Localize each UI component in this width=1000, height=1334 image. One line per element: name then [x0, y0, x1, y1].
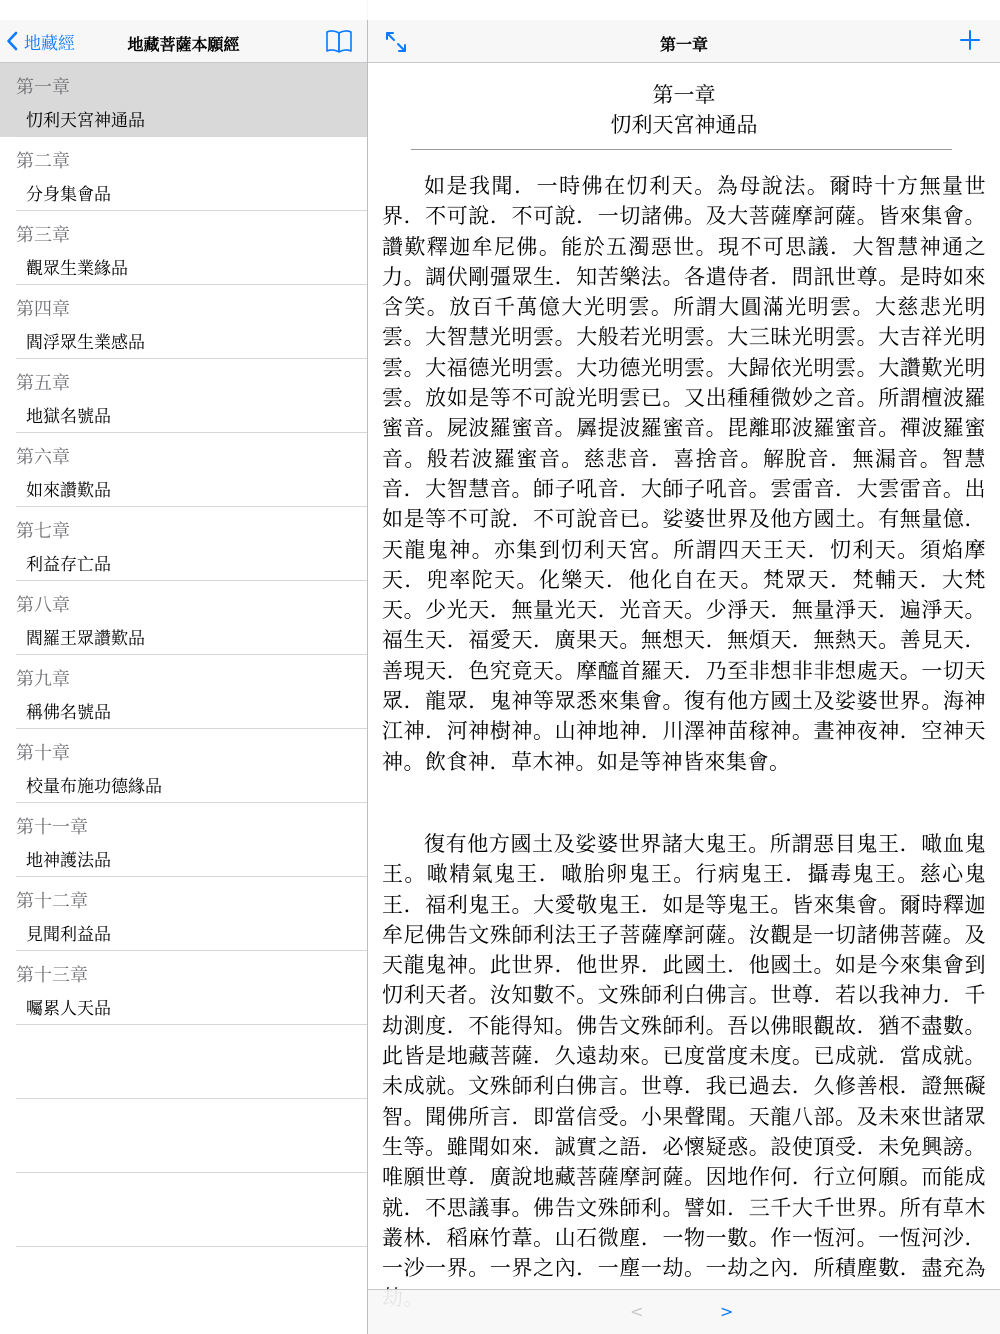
- chapter-number: 第八章: [16, 595, 70, 616]
- chapter-name: 分身集會品: [26, 185, 111, 205]
- chapter-number: 第十章: [16, 743, 70, 764]
- chapter-item[interactable]: [0, 137, 367, 211]
- chapter-item[interactable]: [0, 877, 367, 951]
- next-chapter-button[interactable]: >: [720, 1302, 734, 1321]
- chapter-list: [0, 63, 367, 1247]
- chapter-name: 見聞利益品: [26, 925, 111, 945]
- chapter-item[interactable]: [0, 581, 367, 655]
- empty-list-row: [0, 1025, 367, 1099]
- chapter-number: 第十一章: [16, 817, 88, 838]
- chapter-name: 地神護法品: [26, 851, 111, 871]
- chapter-number: 第九章: [16, 669, 70, 690]
- chapter-name: 閻浮眾生業感品: [26, 333, 145, 353]
- master-title: 地藏菩薩本願經: [127, 35, 240, 54]
- empty-list-row: [0, 1099, 367, 1173]
- chapter-number: 第十二章: [16, 891, 88, 912]
- prev-chapter-button[interactable]: <: [630, 1302, 644, 1321]
- book-icon[interactable]: [325, 28, 353, 54]
- chapter-number: 第三章: [16, 225, 70, 246]
- chapter-item[interactable]: [0, 507, 367, 581]
- detail-title: 第一章: [659, 35, 708, 54]
- chapter-name: 如來讚歎品: [26, 481, 111, 501]
- reading-content[interactable]: [368, 63, 1000, 1289]
- chapter-name: 閻羅王眾讚歎品: [26, 629, 145, 649]
- content-paragraph: 如是我聞．一時佛在忉利天。為母說法。爾時十方無量世界．不可說．不可說．一切諸佛。及大菩薩摩訶薩。皆來集會。讚歎釋迦牟尼佛。能於五濁惡世。現不可思議．大智慧神通之力。調伏剛彊眾生．知苦樂法。各遣侍者．問訊世尊。是時如來含笑。放百千萬億大光明雲。所謂大圓滿光明雲。大慈悲光明雲。大智慧光明雲。大般若光明雲。大三昧光明雲。大吉祥光明雲。大福德光明雲。大功德光明雲。大歸依光明雲。大讚歎光明雲。放如是等不可說光明雲已。又出種種微妙之音。所謂檀波羅蜜音。屍波羅蜜音。羼提波羅蜜音。毘離耶波羅蜜音。禪波羅蜜音。般若波羅蜜音。慈悲音．喜捨音。解脫音．無漏音。智慧音．大智慧音。師子吼音．大師子吼音。雲雷音．大雲雷音。出如是等不可說．不可說音已。娑婆世界及他方國土。有無量億．天龍鬼神。亦集到忉利天宮。所謂四天王天．忉利天。須焰摩天．兜率陀天。化樂天．他化自在天。梵眾天．梵輔天．大梵天。少光天．無量光天．光音天。少淨天．無量淨天．遍淨天。福生天．福愛天．廣果天。無想天．無煩天．無熱天。善見天．善現天．色究竟天。摩醯首羅天．乃至非想非非想處天。一切天眾．龍眾．鬼神等眾悉來集會。復有他方國土及娑婆世界。海神江神．河神樹神。山神地神．川澤神苗稼神。晝神夜神．空神天神。飲食神．草木神。如是等神皆來集會。: [382, 174, 986, 774]
- detail-nav-bar: [368, 20, 1000, 63]
- chapter-number: 第六章: [16, 447, 70, 468]
- chapter-number: 第七章: [16, 521, 70, 542]
- chapter-name: 忉利天宮神通品: [26, 111, 145, 131]
- chapter-number: 第四章: [16, 299, 70, 320]
- chapter-number: 第二章: [16, 151, 70, 172]
- empty-list-row: [0, 1173, 367, 1247]
- chapter-item[interactable]: [0, 211, 367, 285]
- chapter-item[interactable]: [0, 951, 367, 1025]
- master-nav-bar: [0, 20, 367, 63]
- chapter-item[interactable]: [0, 729, 367, 803]
- detail-pane: [368, 0, 1000, 1334]
- bottom-toolbar: [368, 1289, 1000, 1334]
- chapter-number: 第十三章: [16, 965, 88, 986]
- back-label: 地藏經: [24, 33, 75, 54]
- chapter-item[interactable]: [0, 63, 367, 137]
- chapter-name: 觀眾生業緣品: [26, 259, 128, 279]
- chapter-name: 地獄名號品: [26, 407, 111, 427]
- chapter-item[interactable]: [0, 803, 367, 877]
- chapter-name: 利益存亡品: [26, 555, 111, 575]
- plus-icon[interactable]: [958, 28, 982, 52]
- chapter-name: 校量布施功德緣品: [26, 777, 162, 797]
- chapter-name: 稱佛名號品: [26, 703, 111, 723]
- chapter-name: 囑累人天品: [26, 999, 111, 1019]
- chapter-number: 第一章: [16, 77, 70, 98]
- content-paragraph: 復有他方國土及娑婆世界諸大鬼王。所謂惡目鬼王．噉血鬼王。噉精氣鬼王．噉胎卵鬼王。行病鬼王．攝毒鬼王。慈心鬼王．福利鬼王。大愛敬鬼王．如是等鬼王。皆來集會。爾時釋迦牟尼佛告文殊師利法王子菩薩摩訶薩。汝觀是一切諸佛菩薩。及天龍鬼神。此世界．他世界．此國土．他國土。如是今來集會到忉利天者。汝知數不。文殊師利白佛言。世尊．若以我神力．千劫測度．不能得知。佛告文殊師利。吾以佛眼觀故．猶不盡數。此皆是地藏菩薩．久遠劫來。已度當度未度。已成就．當成就。未成就。文殊師利白佛言。世尊．我已過去．久修善根．證無礙智。聞佛所言．即當信受。小果聲聞。天龍八部。及未來世諸眾生等。雖聞如來．誠實之語．必懷疑惑。設使頂受．未免興謗。唯願世尊．廣說地藏菩薩摩訶薩。因地作何．行立何願。而能成就．不思議事。佛告文殊師利。譬如．三千大千世界。所有草木叢林．稻麻竹葦。山石微塵．一物一數。作一恆河。一恆河沙．一沙一界。一界之內．一塵一劫。一劫之內．所積塵數．盡充為: [382, 832, 986, 1281]
- master-pane: [0, 0, 367, 1334]
- chapter-item[interactable]: [0, 285, 367, 359]
- heading-divider: [411, 149, 952, 150]
- chapter-item[interactable]: [0, 655, 367, 729]
- content-chapter-heading: 第一章: [652, 83, 716, 107]
- chapter-item[interactable]: [0, 359, 367, 433]
- chapter-number: 第五章: [16, 373, 70, 394]
- chapter-item[interactable]: [0, 433, 367, 507]
- content-chapter-title: 忉利天宮神通品: [610, 113, 758, 137]
